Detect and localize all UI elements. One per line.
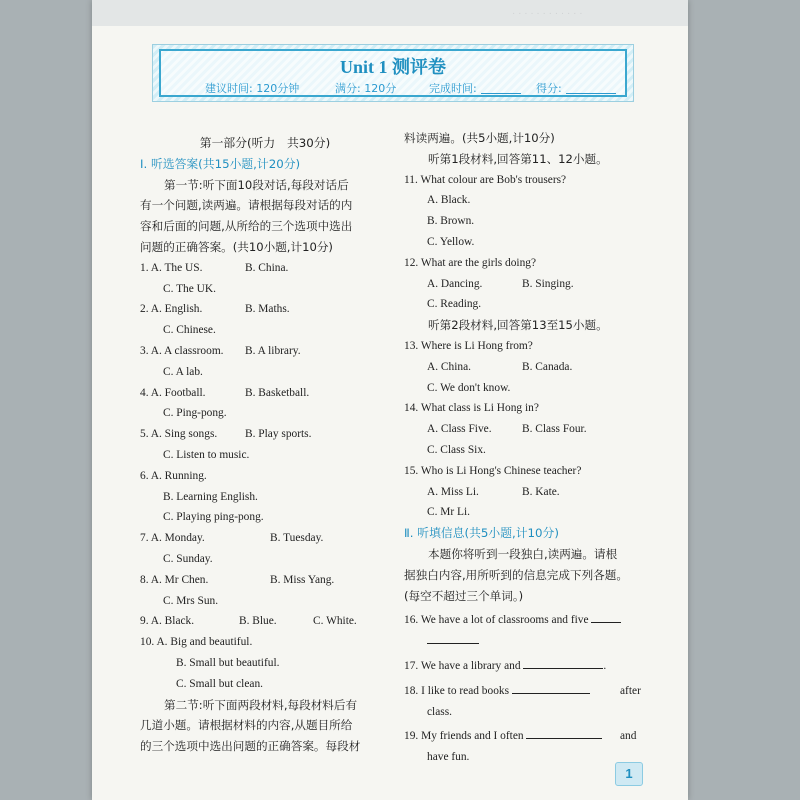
option-b[interactable]: B. Learning English. xyxy=(163,490,258,503)
question-10 xyxy=(140,632,390,694)
answer-blank[interactable] xyxy=(523,656,603,669)
question-stem: 14. What class is Li Hong in? xyxy=(404,402,539,415)
option-a[interactable]: 1. A. The US. xyxy=(140,261,203,274)
question-5 xyxy=(140,424,390,466)
section2-intro-line: 几道小题。请根据材料的内容,从题目所给 xyxy=(140,718,353,733)
unit-header xyxy=(152,44,634,102)
question-stem: 11. What colour are Bob's trousers? xyxy=(404,173,567,186)
question-4 xyxy=(140,383,390,425)
section-listen-choose-title: Ⅰ. 听选答案(共15小题,计20分) xyxy=(140,156,301,171)
section1-intro-line: 问题的正确答案。(共10小题,计10分) xyxy=(140,239,333,254)
option-b[interactable]: B. Tuesday. xyxy=(270,532,324,545)
option-b[interactable]: B. Maths. xyxy=(245,303,290,316)
option-b[interactable]: B. Kate. xyxy=(522,485,560,498)
option-a[interactable]: 7. A. Monday. xyxy=(140,532,205,545)
right-column xyxy=(404,128,654,768)
option-a[interactable]: 6. A. Running. xyxy=(140,469,207,482)
option-a[interactable]: A. Black. xyxy=(427,194,471,207)
option-b[interactable]: B. Class Four. xyxy=(522,423,587,436)
question-end: and xyxy=(620,730,637,743)
question-cont: have fun. xyxy=(427,751,470,764)
option-c[interactable]: C. Small but clean. xyxy=(176,677,263,690)
option-c[interactable]: C. A lab. xyxy=(163,365,203,378)
option-a[interactable]: 3. A. A classroom. xyxy=(140,344,224,357)
option-b[interactable]: B. Basketball. xyxy=(245,386,310,399)
question-13 xyxy=(404,336,654,398)
question-end: . xyxy=(603,659,607,672)
option-a[interactable]: A. Miss Li. xyxy=(427,485,479,498)
option-c[interactable]: C. Yellow. xyxy=(427,235,475,248)
question-text: 17. We have a library and xyxy=(404,659,521,672)
worksheet-page xyxy=(92,0,688,800)
question-end: after xyxy=(620,684,641,697)
answer-blank-cont[interactable] xyxy=(427,631,479,644)
section1-intro-line: 第一节:听下面10段对话,每段对话后 xyxy=(164,177,349,192)
option-a[interactable]: 9. A. Black. xyxy=(140,615,195,628)
option-c[interactable]: C. Mrs Sun. xyxy=(163,594,219,607)
full-score: 满分: 120分 xyxy=(335,82,397,95)
option-a[interactable]: A. China. xyxy=(427,360,471,373)
left-column xyxy=(140,133,390,757)
option-c[interactable]: C. We don't know. xyxy=(427,381,511,394)
unit-title: Unit 1 测评卷 xyxy=(339,57,446,77)
option-c[interactable]: C. Class Six. xyxy=(427,443,486,456)
answer-blank[interactable] xyxy=(526,726,602,739)
question-17 xyxy=(404,656,654,677)
option-b[interactable]: B. Singing. xyxy=(522,277,574,290)
option-a[interactable]: 10. A. Big and beautiful. xyxy=(140,636,253,649)
section2-intro-line: 第二节:听下面两段材料,每段材料后有 xyxy=(164,697,358,712)
part-one-title: 第一部分(听力 共30分) xyxy=(199,136,331,150)
material-2-instruction: 听第2段材料,回答第13至15小题。 xyxy=(428,318,608,333)
option-b[interactable]: B. Miss Yang. xyxy=(270,573,335,586)
option-b[interactable]: B. Brown. xyxy=(427,215,475,228)
option-a[interactable]: 4. A. Football. xyxy=(140,386,206,399)
page-number: 1 xyxy=(615,762,643,786)
question-text: 16. We have a lot of classrooms and five xyxy=(404,614,589,627)
section3-intro-line: 本题你将听到一段独白,读两遍。请根 xyxy=(428,546,618,561)
score-label: 得分: xyxy=(536,82,562,95)
unit-header-frame xyxy=(159,49,627,97)
option-c[interactable]: C. Playing ping-pong. xyxy=(163,511,264,524)
option-a[interactable]: A. Class Five. xyxy=(427,423,492,436)
section2-intro-cont: 料读两遍。(共5小题,计10分) xyxy=(404,131,555,145)
question-cont: class. xyxy=(427,705,452,718)
test-meta-row xyxy=(161,80,625,98)
question-15 xyxy=(404,461,654,523)
section1-intro-line: 有一个问题,读两遍。请根据每段对话的内 xyxy=(140,198,353,213)
answer-blank[interactable] xyxy=(591,610,621,623)
option-b[interactable]: B. A library. xyxy=(245,344,301,357)
question-stem: 12. What are the girls doing? xyxy=(404,256,537,269)
bleed-through-text: · · · · · · · · · · · · xyxy=(512,8,583,19)
page-top-strip xyxy=(92,0,688,26)
question-2 xyxy=(140,299,390,341)
section2-intro-line: 的三个选项中选出问题的正确答案。每段材 xyxy=(140,739,361,754)
question-stem: 15. Who is Li Hong's Chinese teacher? xyxy=(404,464,582,477)
question-1 xyxy=(140,258,390,300)
option-b[interactable]: B. Small but beautiful. xyxy=(176,656,280,669)
question-stem: 13. Where is Li Hong from? xyxy=(404,339,533,352)
section3-intro-line: 据独白内容,用所听到的信息完成下列各题。 xyxy=(404,567,628,582)
option-c[interactable]: C. The UK. xyxy=(163,282,216,295)
option-c[interactable]: C. Chinese. xyxy=(163,324,216,337)
finish-time-label: 完成时间: xyxy=(429,82,477,95)
question-18 xyxy=(404,681,654,723)
section3-intro-line: (每空不超过三个单词。) xyxy=(404,588,524,603)
finish-time-blank[interactable] xyxy=(481,93,521,94)
option-a[interactable]: 2. A. English. xyxy=(140,303,203,316)
option-c[interactable]: C. Mr Li. xyxy=(427,506,471,519)
option-c[interactable]: C. Sunday. xyxy=(163,552,213,565)
question-16 xyxy=(404,610,654,652)
option-b[interactable]: B. Play sports. xyxy=(245,428,312,441)
option-c[interactable]: C. Ping-pong. xyxy=(163,407,227,420)
question-text: 19. My friends and I often xyxy=(404,730,524,743)
suggested-time: 建议时间: 120分钟 xyxy=(205,82,300,95)
material-1-instruction: 听第1段材料,回答第11、12小题。 xyxy=(428,151,608,166)
option-c[interactable]: C. Reading. xyxy=(427,298,482,311)
question-3 xyxy=(140,341,390,383)
option-a[interactable]: A. Dancing. xyxy=(427,277,483,290)
section-listen-fill-title: Ⅱ. 听填信息(共5小题,计10分) xyxy=(404,526,559,541)
question-14 xyxy=(404,398,654,460)
score-blank[interactable] xyxy=(566,93,616,94)
option-a[interactable]: 8. A. Mr Chen. xyxy=(140,573,209,586)
answer-blank[interactable] xyxy=(512,681,590,694)
question-12 xyxy=(404,253,654,315)
question-text: 18. I like to read books xyxy=(404,684,510,697)
section1-intro-line: 容和后面的问题,从所给的三个选项中选出 xyxy=(140,219,353,234)
question-7 xyxy=(140,528,390,570)
question-9 xyxy=(140,611,390,632)
option-b[interactable]: B. Canada. xyxy=(522,360,573,373)
option-a[interactable]: 5. A. Sing songs. xyxy=(140,428,218,441)
option-c[interactable]: C. Listen to music. xyxy=(163,448,250,461)
option-b[interactable]: B. Blue. xyxy=(239,615,277,628)
question-8 xyxy=(140,570,390,612)
question-6 xyxy=(140,466,390,528)
option-c[interactable]: C. White. xyxy=(313,615,357,628)
option-b[interactable]: B. China. xyxy=(245,261,289,274)
question-11 xyxy=(404,170,654,253)
